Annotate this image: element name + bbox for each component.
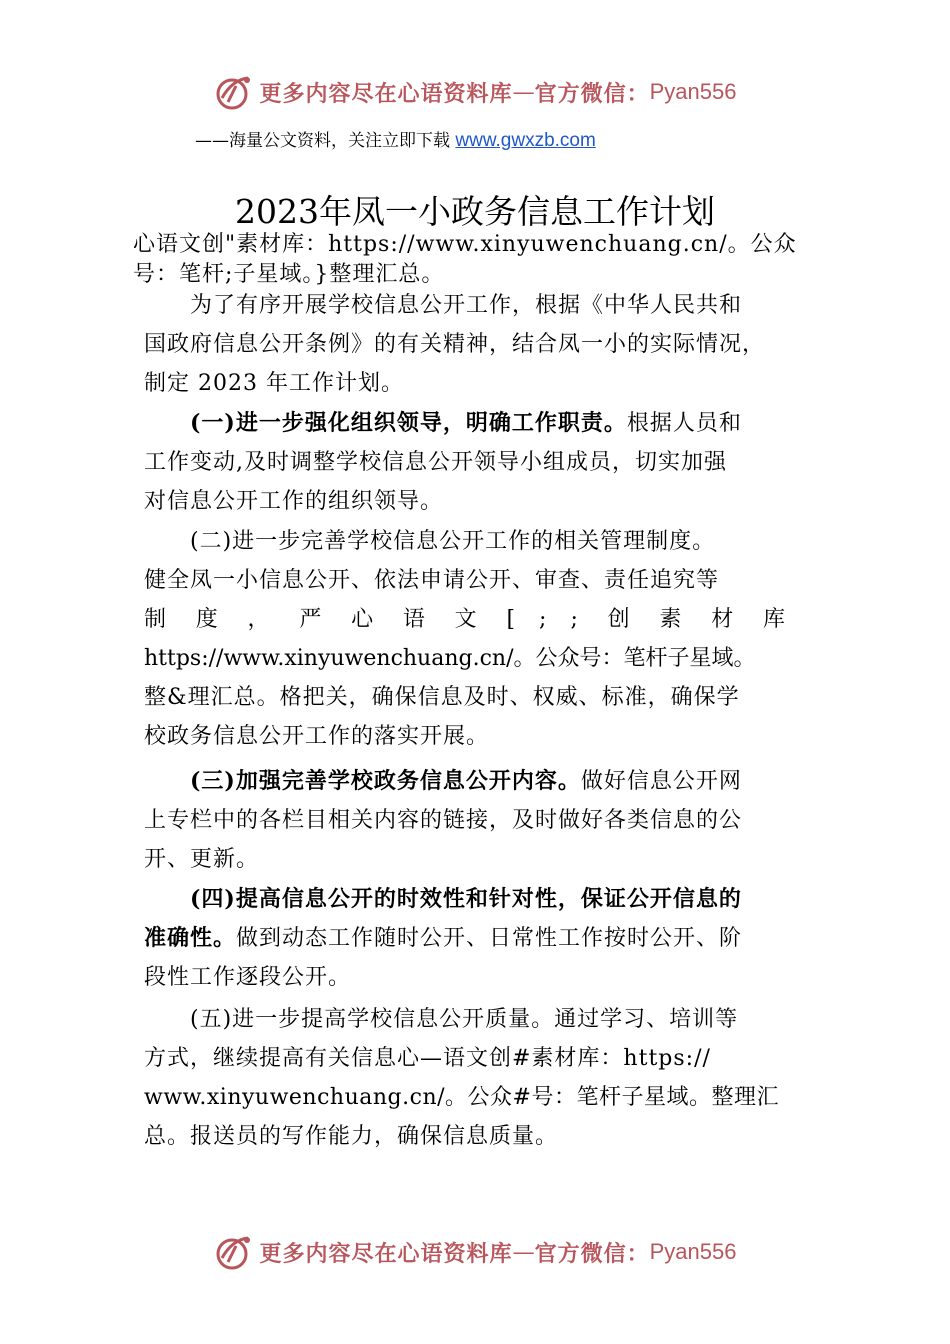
section-1 [144, 404, 809, 521]
section-2 [144, 522, 809, 756]
text-line: 开、更新。 [144, 847, 260, 872]
text-line: 制度，严心语文[;;创素材库 [144, 607, 809, 632]
section-heading: 准确性。 [144, 925, 237, 951]
text-line: 制定 2023 年工作计划。 [144, 371, 404, 396]
text-line: 校政务信息公开工作的落实开展。 [144, 724, 490, 749]
banner-separator: — [512, 1239, 535, 1265]
banner-label: 官方微信： [534, 1240, 650, 1267]
banner-title: 更多内容尽在心语资料库 [259, 80, 513, 107]
text-line: (五)进一步提高学校信息公开质量。通过学习、培训等 [190, 1007, 739, 1032]
text-line: 对信息公开工作的组织领导。 [144, 489, 444, 514]
bottom-banner [0, 1232, 950, 1272]
text-line: 整&理汇总。格把关，确保信息及时、权威、标准，确保学 [144, 685, 740, 710]
download-link[interactable]: www.gwxzb.com [455, 130, 596, 151]
xinyu-logo-icon [214, 72, 256, 112]
section-4 [144, 880, 809, 997]
banner-title: 更多内容尽在心语资料库 [259, 1240, 513, 1267]
source-note-line: 心语文创"素材库：https://www.xinyuwenchuang.cn/。公众 [133, 232, 797, 257]
text-line: 根据人员和 [626, 411, 742, 436]
text-line: 工作变动,及时调整学校信息公开领导小组成员，切实加强 [144, 450, 727, 475]
text-line: 方式，继续提高有关信息心—语文创#素材库：https:// [144, 1046, 711, 1071]
sub-banner [195, 126, 596, 152]
section-heading: (一)进一步强化组织领导，明确工作职责。 [190, 410, 627, 436]
page-title: 2023年凤一小政务信息工作计划 [235, 192, 715, 231]
banner-wechat-id: Pyan556 [649, 79, 737, 104]
xinyu-logo-icon [214, 1232, 256, 1272]
section-3 [144, 762, 809, 879]
top-banner [0, 72, 950, 112]
text-line: www.xinyuwenchuang.cn/。公众#号：笔杆子星域。整理汇 [144, 1085, 779, 1110]
sub-banner-text: ——海量公文资料，关注立即下载 [195, 131, 456, 151]
section-heading: (三)加强完善学校政务信息公开内容。 [190, 768, 581, 794]
text-line: 做到动态工作随时公开、日常性工作按时公开、阶 [236, 926, 743, 951]
source-note [133, 230, 823, 290]
source-note-line: 号：笔杆;子星域。}整理汇总。 [133, 262, 445, 287]
text-line: 健全凤一小信息公开、依法申请公开、审查、责任追究等 [144, 568, 720, 593]
banner-label: 官方微信： [534, 80, 650, 107]
section-5 [144, 1000, 809, 1156]
intro-paragraph [144, 286, 809, 403]
text-line: 总。报送员的写作能力，确保信息质量。 [144, 1124, 559, 1149]
text-line: 为了有序开展学校信息公开工作，根据《中华人民共和 [190, 293, 743, 318]
section-heading: (四)提高信息公开的时效性和针对性，保证公开信息的 [190, 886, 742, 912]
text-line: (二)进一步完善学校信息公开工作的相关管理制度。 [190, 529, 716, 554]
text-line: 做好信息公开网 [580, 769, 742, 794]
text-line: 段性工作逐段公开。 [144, 965, 352, 990]
banner-wechat-id: Pyan556 [649, 1239, 737, 1264]
text-line: 上专栏中的各栏目相关内容的链接，及时做好各类信息的公 [144, 808, 743, 833]
banner-separator: — [512, 79, 535, 105]
text-line: 国政府信息公开条例》的有关精神，结合凤一小的实际情况， [144, 332, 766, 357]
text-line: https://www.xinyuwenchuang.cn/。公众号：笔杆子星域。 [144, 646, 756, 671]
